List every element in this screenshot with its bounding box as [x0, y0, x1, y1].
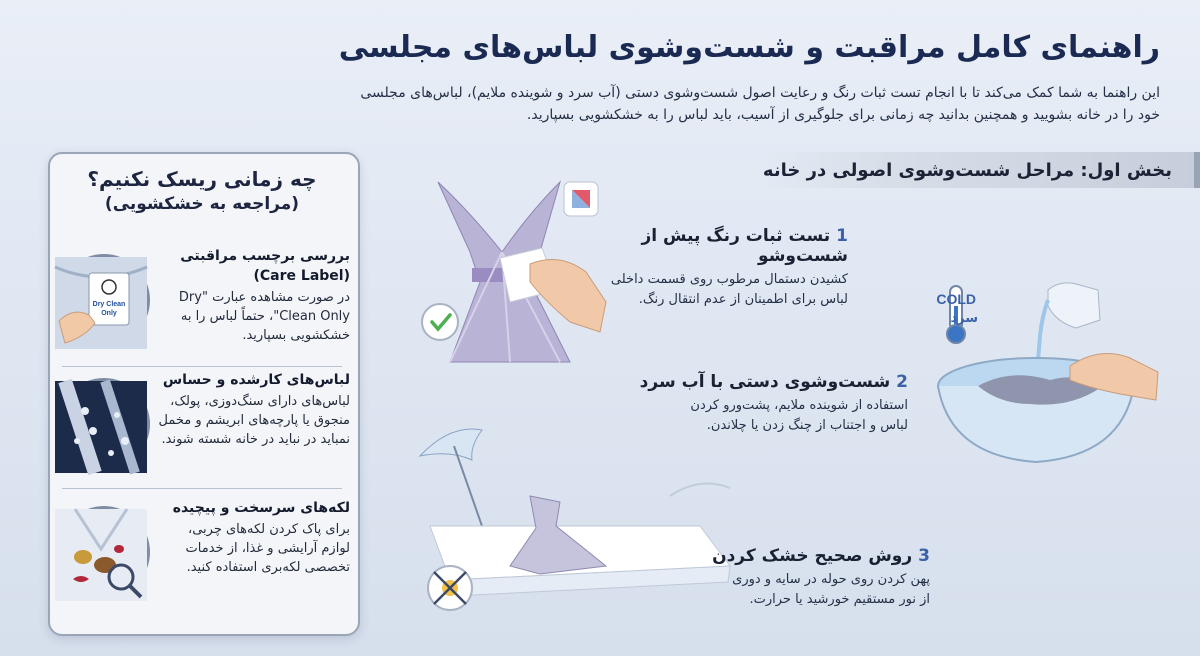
dry-clean-panel — [48, 152, 360, 636]
step-body — [680, 570, 930, 610]
step-title — [628, 372, 908, 392]
step-title — [680, 546, 930, 566]
step-1 — [578, 226, 848, 310]
stains-illustration — [58, 506, 150, 598]
risk-item-care-label — [54, 246, 350, 362]
step-title-text: شست‌وشوی دستی با آب سرد — [639, 372, 891, 392]
panel-subtitle: (مراجعه به خشکشویی) — [104, 194, 300, 214]
step-body-line: استفاده از شوینده ملایم، پشت‌ورو کردن — [690, 398, 908, 413]
care-label-illustration — [58, 254, 150, 346]
risk-body: در صورت مشاهده عبارت "Dry Clean Only"، حتماً لباس را به خشکشویی بسپارید. — [178, 290, 350, 343]
color-swatch-icon — [562, 180, 600, 218]
step-number: 2 — [896, 372, 908, 392]
step-title-text: تست ثبات رنگ پیش از شست‌وشو — [641, 226, 848, 266]
panel-divider — [62, 488, 342, 489]
panel-divider — [62, 366, 342, 367]
cold-label-fa: سرد — [950, 311, 978, 326]
section-title: بخش اول: مراحل شست‌وشوی اصولی در خانه — [762, 159, 1172, 181]
panel-title: چه زمانی ریسک نکنیم؟ — [87, 167, 317, 191]
section-header — [760, 152, 1200, 188]
step-body — [578, 270, 848, 310]
step-3 — [680, 546, 930, 610]
risk-body: برای پاک کردن لکه‌های چربی، لوازم آرایشی و غذا، از خدمات تخصصی لکه‌بری استفاده کنید. — [185, 522, 350, 575]
step-title — [578, 226, 848, 266]
step-title-text: روش صحیح خشک کردن — [712, 546, 913, 566]
tag-text-2: Only — [101, 310, 117, 317]
step-body-line: از نور مستقیم خورشید یا حرارت. — [749, 592, 930, 607]
step-body-line: کشیدن دستمال مرطوب روی قسمت داخلی — [610, 272, 848, 287]
risk-item-delicate — [54, 370, 350, 486]
beaded-fabric-illustration — [58, 378, 150, 470]
page-title: راهنمای کامل مراقبت و شست‌وشوی لباس‌های مجلسی — [338, 30, 1160, 65]
tag-text-1: Dry Clean — [92, 301, 126, 308]
step-number: 1 — [836, 226, 848, 246]
step-body-line: لباس برای اطمینان از عدم انتقال رنگ. — [638, 292, 848, 307]
risk-title: لباس‌های کارشده و حساس — [162, 372, 350, 388]
step-body-line: پهن کردن روی حوله در سایه و دوری — [732, 572, 930, 587]
risk-title: بررسی برچسب مراقبتی (Care Label) — [180, 248, 350, 284]
cold-label: COLD — [936, 291, 976, 307]
step-body-line: لباس و اجتناب از چنگ زدن یا چلاندن. — [706, 418, 908, 433]
intro-paragraph: این راهنما به شما کمک می‌کند تا با انجام تست ثبات رنگ و رعایت اصول شست‌وشوی دستی (آب سرد و شوینده ملایم)، لباس‌های مجلسی خود را در خانه بشویید و همچنین بدانید چه زمانی برای جلوگیری از آسیب، باید لباس را به خشکشویی بسپارید. — [360, 85, 1160, 123]
risk-body: لباس‌های دارای سنگ‌دوزی، پولک، منجوق یا پارچه‌های ابریشم و مخمل نمباید در نباید در خانه شسته شوند. — [158, 394, 350, 447]
step-number: 3 — [918, 546, 930, 566]
risk-item-stains — [54, 498, 350, 614]
cold-thermometer-icon — [936, 282, 1034, 346]
risk-title: لکه‌های سرسخت و پیچیده — [172, 500, 350, 516]
